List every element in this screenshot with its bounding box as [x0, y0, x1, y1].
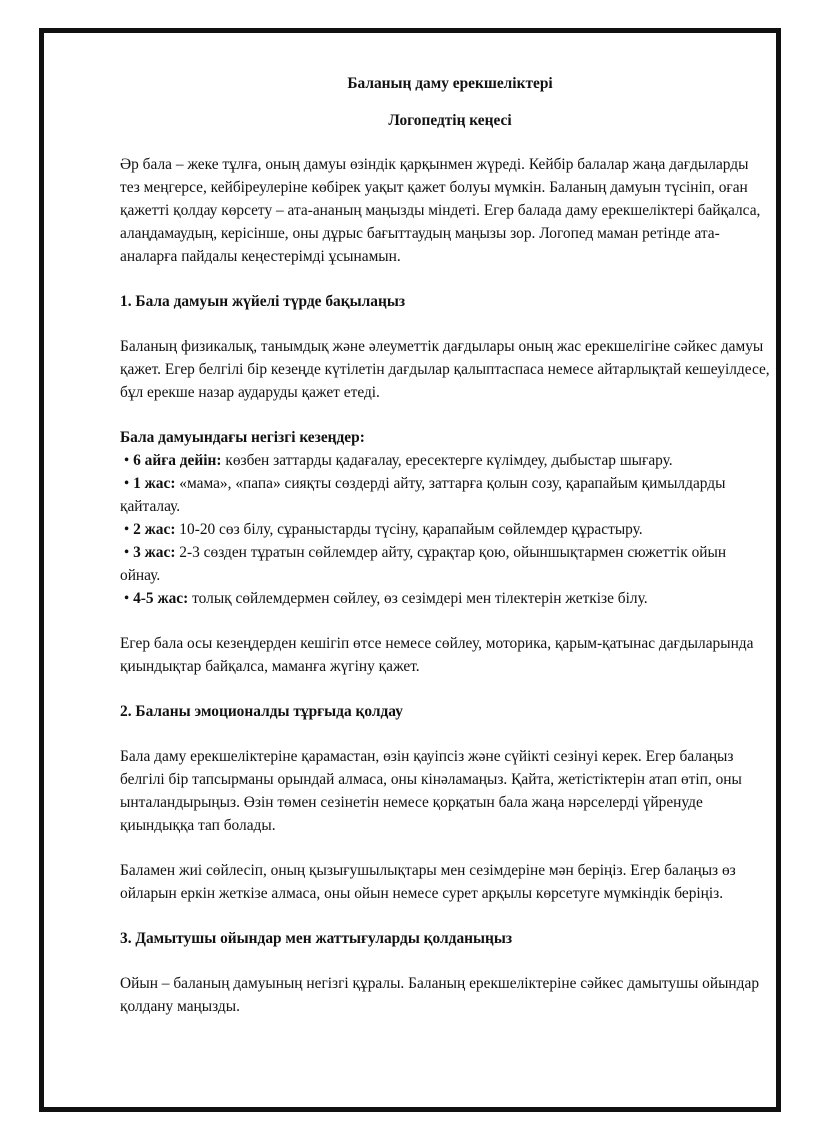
document-subtitle: Логопедтің кеңесі [388, 112, 512, 129]
section2-paragraph-2: Баламен жиі сөйлесіп, оның қызығушылықтары мен сезімдеріне мән беріңіз. Егер балаңыз өз ойларын еркін жеткізе алмаса, оны ойын немесе сурет арқылы көрсетуге мүмкіндік беріңіз. [120, 862, 736, 902]
stage-label: 2 жас: [133, 521, 176, 538]
stages-heading: Бала дамуындағы негізгі кезеңдер: [120, 429, 365, 446]
stage-label: 3 жас: [133, 544, 176, 561]
stage-label: 6 айға дейін: [133, 452, 222, 469]
document-body [120, 72, 770, 1018]
section1-heading: 1. Бала дамуын жүйелі түрде бақылаңыз [120, 293, 406, 310]
section3-heading: 3. Дамытушы ойындар мен жаттығуларды қолданыңыз [120, 930, 513, 947]
section3-paragraph: Ойын – баланың дамуының негізгі құралы. Баланың ерекшеліктеріне сәйкес дамытушы ойындар қолдану маңызды. [120, 975, 760, 1015]
stage-item: • 6 айға дейін: көзбен заттарды қадағалау, ересектерге күлімдеу, дыбыстар шығару. [120, 452, 673, 469]
stage-text: көзбен заттарды қадағалау, ересектерге күлімдеу, дыбыстар шығару. [221, 452, 673, 469]
stage-item: • 4-5 жас: толық сөйлемдермен сөйлеу, өз сезімдері мен тілектерін жеткізе білу. [120, 590, 648, 607]
stage-item: • 1 жас: «мама», «папа» сияқты сөздерді айту, заттарға қолын созу, қарапайым қимылдарды қайталау. [120, 475, 726, 515]
stage-item: • 2 жас: 10-20 сөз білу, сұраныстарды түсіну, қарапайым сөйлемдер құрастыру. [120, 521, 643, 538]
section1-closing: Егер бала осы кезеңдерден кешігіп өтсе немесе сөйлеу, моторика, қарым-қатынас дағдыларында қиындықтар байқалса, маманға жүгіну қажет. [120, 635, 754, 675]
stage-text: «мама», «папа» сияқты сөздерді айту, заттарға қолын созу, қарапайым қимылдарды қайталау. [120, 475, 726, 515]
section2-paragraph-1: Бала даму ерекшеліктеріне қарамастан, өзін қауіпсіз және сүйікті сезінуі керек. Егер балаңыз белгілі бір тапсырманы орындай алмаса, оны кінәламаңыз. Қайта, жетістіктерін атап өтіп, оны ынталандырыңыз. Өзін төмен сезінетін немесе қорқатын бала жаңа нәрселерді үйренуде қиындыққа тап болады. [120, 748, 742, 834]
stage-text: толық сөйлемдермен сөйлеу, өз сезімдері мен тілектерін жеткізе білу. [188, 590, 648, 607]
section1-paragraph: Баланың физикалық, танымдық және әлеуметтік дағдылары оның жас ерекшелігіне сәйкес дамуы қажет. Егер белгілі бір кезеңде күтілетін дағдылар қалыптаспаса немесе айтарлықтай кешеуілдесе, бұл ерекше назар аударуды қажет етеді. [120, 338, 770, 401]
stage-text: 2-3 сөзден тұратын сөйлемдер айту, сұрақтар қою, ойыншықтармен сюжеттік ойын ойнау. [120, 544, 727, 584]
stage-label: 4-5 жас: [133, 590, 189, 607]
intro-paragraph: Әр бала – жеке тұлға, оның дамуы өзіндік қарқынмен жүреді. Кейбір балалар жаңа дағдыларды тез меңгерсе, кейбіреулеріне көбірек уақыт қажет болуы мүмкін. Баланың дамуын түсініп, оған қажетті қолдау көрсету – ата-ананың маңызды міндеті. Егер балада даму ерекшеліктері байқалса, алаңдамаудың, керісінше, оны дұрыс бағыттаудың маңызы зор. Логопед маман ретінде ата-аналарға пайдалы кеңестерімді ұсынамын. [120, 156, 761, 265]
stage-text: 10-20 сөз білу, сұраныстарды түсіну, қарапайым сөйлемдер құрастыру. [175, 521, 643, 538]
stage-item: • 3 жас: 2-3 сөзден тұратын сөйлемдер айту, сұрақтар қою, ойыншықтармен сюжеттік ойын ойнау. [120, 544, 727, 584]
stage-label: 1 жас: [133, 475, 176, 492]
document-title: Баланың даму ерекшеліктері [347, 75, 553, 92]
section2-heading: 2. Баланы эмоционалды тұрғыда қолдау [120, 703, 403, 720]
